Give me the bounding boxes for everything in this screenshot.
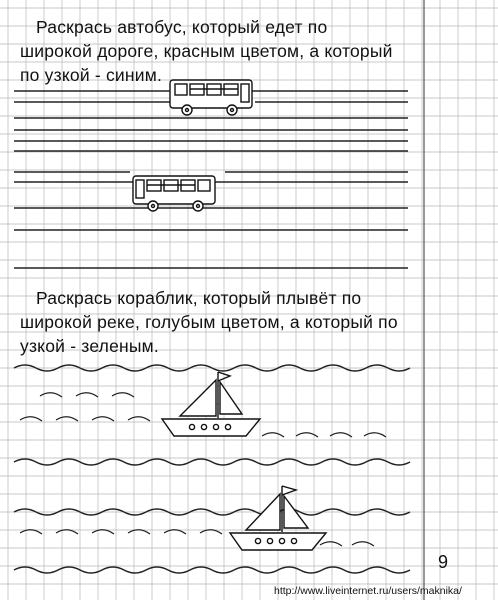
wave-icon <box>20 417 42 421</box>
task-2-line-1: Раскрась кораблик, который плывёт по <box>36 288 362 308</box>
wave-icon <box>164 530 186 534</box>
task-1-line-2: широкой дороге, красным цветом, а который <box>20 41 393 61</box>
wave-icon <box>92 530 114 534</box>
wave-line <box>14 567 410 573</box>
wave-icon <box>128 530 150 534</box>
sailboat-icon <box>230 486 326 550</box>
wave-icon <box>352 542 374 546</box>
wave-icon <box>128 417 150 421</box>
wave-icon <box>76 393 98 397</box>
task-1-instructions <box>20 15 410 87</box>
wave-icon <box>296 433 318 437</box>
wave-icon <box>40 393 62 397</box>
wave-icon <box>56 417 78 421</box>
wave-icon <box>200 530 222 534</box>
page-number: 9 <box>438 552 449 572</box>
wave-icon <box>320 542 342 546</box>
wave-icon <box>20 530 42 534</box>
task-1-line-1: Раскрась автобус, который едет по <box>36 17 328 37</box>
watermark-url: http://www.liveinternet.ru/users/maknika/ <box>274 585 462 597</box>
wave-icon <box>112 393 134 397</box>
task-2-line-3: узкой - зеленым. <box>20 336 159 356</box>
task-2-instructions <box>20 286 412 358</box>
wave-icon <box>262 433 284 437</box>
wave-line <box>14 459 410 465</box>
task-2-line-2: широкой реке, голубым цветом, а который по <box>20 312 398 332</box>
wave-icon <box>364 433 386 437</box>
wave-icon <box>92 417 114 421</box>
task-1-line-3: по узкой - синим. <box>20 65 163 85</box>
wave-icon <box>56 530 78 534</box>
wave-icon <box>330 433 352 437</box>
